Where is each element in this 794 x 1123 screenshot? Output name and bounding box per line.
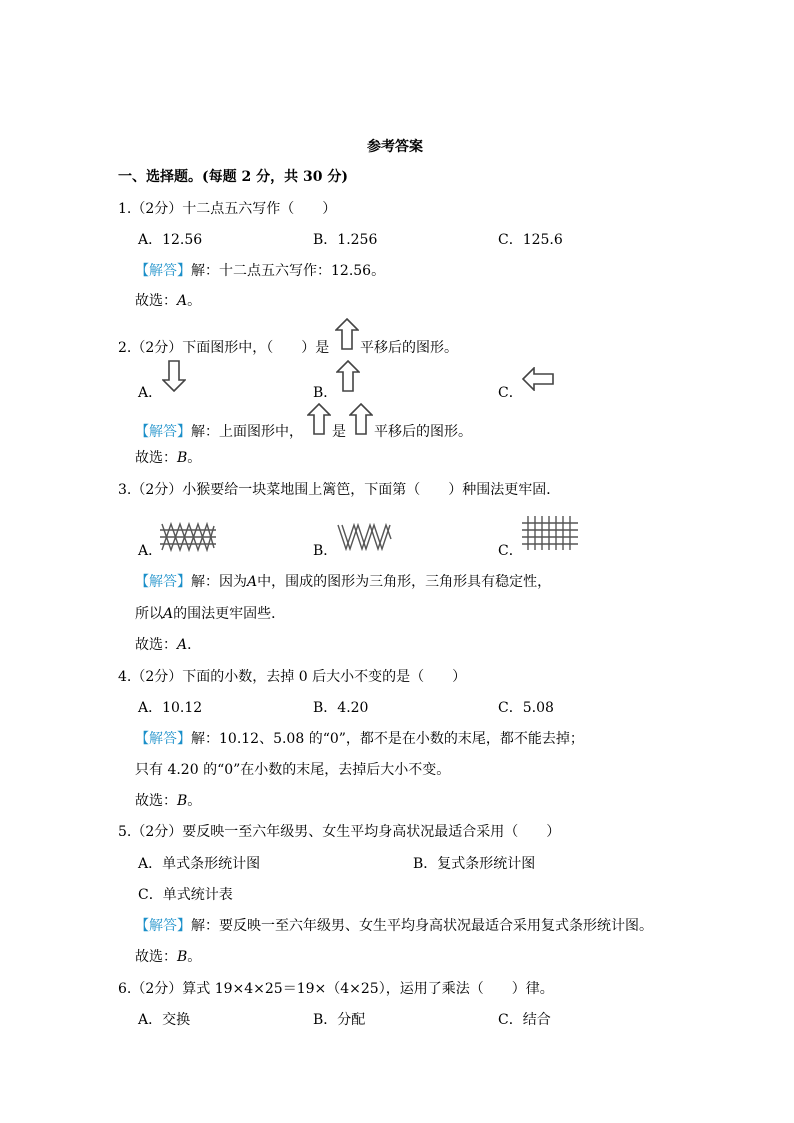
fence-triangle-icon [160, 522, 216, 552]
q4-choice [135, 790, 201, 810]
up-arrow-icon [335, 318, 359, 350]
choice-suffix: 。 [187, 293, 202, 309]
q5-choice [135, 946, 201, 966]
answer-tag: 【解答】 [135, 424, 191, 440]
question-4-stem: 4.（2分）下面的小数，去掉 0 后大小不变的是（ ） [118, 669, 467, 685]
choice-letter: B [177, 450, 188, 466]
q1-solution [135, 260, 385, 280]
q4-solution-text: 解：10.12、5.08 的“0”，都不是在小数的末尾，都不能去掉； [191, 731, 584, 747]
q4-option-c: C．5.08 [498, 700, 554, 716]
q2-solution-pre [135, 421, 303, 441]
q6-option-b: B．分配 [313, 1012, 366, 1028]
q4-option-b: B．4.20 [313, 700, 369, 716]
q3-solution-line1 [135, 571, 551, 591]
q1-option-a: A．12.56 [138, 232, 203, 248]
page-title: 参考答案 [367, 139, 423, 155]
q4-solution-line1 [135, 728, 584, 748]
q1-solution-text: 解：十二点五六写作：12.56。 [191, 263, 386, 279]
q6-option-c: C．结合 [498, 1012, 551, 1028]
q3-choice [135, 634, 201, 654]
up-arrow-icon [349, 403, 373, 435]
question-2-stem-pre: 2.（2分）下面图形中，（ ）是 [118, 340, 330, 356]
q3-option-c: C． [498, 543, 523, 559]
fence-grid-icon [522, 515, 578, 551]
q3-solution-text: 解：因为 [191, 574, 247, 590]
choice-suffix: ． [187, 637, 202, 653]
q3-solution-var: A [163, 606, 174, 622]
choice-letter: B [177, 793, 188, 809]
q5-option-b: B．复式条形统计图 [413, 856, 536, 872]
answer-tag: 【解答】 [135, 263, 191, 279]
choice-letter: A [177, 293, 188, 309]
question-1-stem: 1.（2分）十二点五六写作（ ） [118, 201, 337, 217]
q3-option-b: B． [313, 543, 338, 559]
q2-choice [135, 447, 201, 467]
q3-solution-text: 所以 [135, 606, 163, 622]
question-6-stem: 6.（2分）算式 19×4×25＝19×（4×25），运用了乘法（ ）律。 [118, 981, 554, 997]
q4-solution-line2: 只有 4.20 的“0”在小数的末尾，去掉后大小不变。 [135, 762, 451, 778]
answer-tag: 【解答】 [135, 918, 191, 934]
q3-option-a: A． [138, 543, 163, 559]
up-arrow-icon [336, 360, 360, 392]
q3-solution-line2 [135, 603, 285, 623]
q1-option-c: C．125.6 [498, 232, 563, 248]
q6-option-a: A．交换 [138, 1012, 191, 1028]
choice-prefix: 故选： [135, 293, 177, 309]
choice-letter: B [177, 949, 188, 965]
q5-solution [135, 915, 653, 935]
q1-choice [135, 290, 201, 310]
choice-letter: A [177, 637, 188, 653]
q5-option-a: A．单式条形统计图 [138, 856, 261, 872]
q3-solution-text: 的围法更牢固些． [173, 606, 286, 622]
q2-solution-mid: 是 [332, 424, 346, 440]
fence-zigzag-icon [336, 523, 392, 551]
choice-suffix: 。 [187, 949, 202, 965]
q2-solution-post: 平移后的图形。 [374, 424, 472, 440]
choice-prefix: 故选： [135, 793, 177, 809]
q3-solution-text: 中，围成的图形为三角形，三角形具有稳定性， [257, 574, 552, 590]
q4-option-a: A．10.12 [138, 700, 203, 716]
answer-tag: 【解答】 [135, 574, 191, 590]
choice-prefix: 故选： [135, 949, 177, 965]
q2-option-a: A． [138, 385, 163, 401]
question-2-stem-post: 平移后的图形。 [360, 340, 458, 356]
q1-option-b: B．1.256 [313, 232, 378, 248]
question-5-stem: 5.（2分）要反映一至六年级男、女生平均身高状况最适合采用（ ） [118, 824, 561, 840]
q2-option-c: C． [498, 385, 523, 401]
left-arrow-icon [522, 367, 554, 391]
choice-prefix: 故选： [135, 637, 177, 653]
choice-suffix: 。 [187, 450, 202, 466]
choice-prefix: 故选： [135, 450, 177, 466]
up-arrow-icon [307, 403, 331, 435]
question-3-stem: 3.（2分）小猴要给一块菜地围上篱笆，下面第（ ）种围法更牢固． [118, 482, 561, 498]
q2-option-b: B． [313, 385, 338, 401]
answer-tag: 【解答】 [135, 731, 191, 747]
q5-option-c: C．单式统计表 [138, 887, 233, 903]
choice-suffix: 。 [187, 793, 202, 809]
down-arrow-icon [162, 360, 186, 392]
q2-solution-text: 解：上面图形中， [191, 424, 303, 440]
section-heading: 一、选择题。(每题 2 分，共 30 分) [118, 169, 348, 185]
q3-solution-var: A [247, 574, 258, 590]
q5-solution-text: 解：要反映一至六年级男、女生平均身高状况最适合采用复式条形统计图。 [191, 918, 653, 934]
